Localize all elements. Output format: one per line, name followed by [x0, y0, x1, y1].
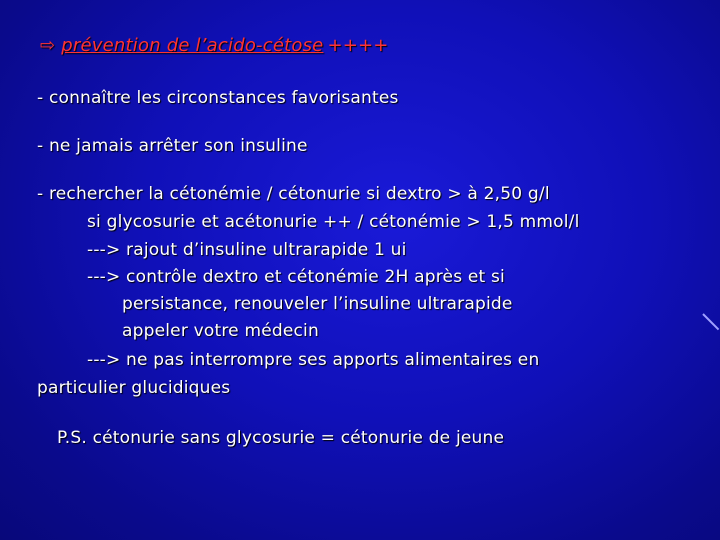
sub-medecin: appeler votre médecin: [122, 321, 319, 341]
sub-controle: ---> contrôle dextro et cétonémie 2H après et si: [87, 267, 505, 287]
arrow-icon: ⇨: [40, 35, 56, 56]
decorative-stroke: [702, 313, 719, 330]
slide-title: [40, 36, 389, 56]
ps-note: P.S. cétonurie sans glycosurie = cétonurie de jeune: [57, 428, 505, 448]
sub-rajout: ---> rajout d’insuline ultrarapide 1 ui: [87, 240, 407, 260]
sub-glycosurie: si glycosurie et acétonurie ++ / cétonémie > 1,5 mmol/l: [87, 212, 580, 232]
title-suffix: ++++: [327, 35, 389, 56]
title-text: prévention de l’acido-cétose: [61, 35, 324, 56]
bullet-cetonemie: - rechercher la cétonémie / cétonurie si dextro > à 2,50 g/l: [37, 184, 550, 204]
sub-apports: ---> ne pas interrompre ses apports alimentaires en: [87, 350, 540, 370]
sub-glucidiques: particulier glucidiques: [37, 378, 231, 398]
bullet-circonstances: - connaître les circonstances favorisantes: [37, 88, 399, 108]
bullet-insuline: - ne jamais arrêter son insuline: [37, 136, 308, 156]
sub-persistance: persistance, renouveler l’insuline ultrarapide: [122, 294, 513, 314]
